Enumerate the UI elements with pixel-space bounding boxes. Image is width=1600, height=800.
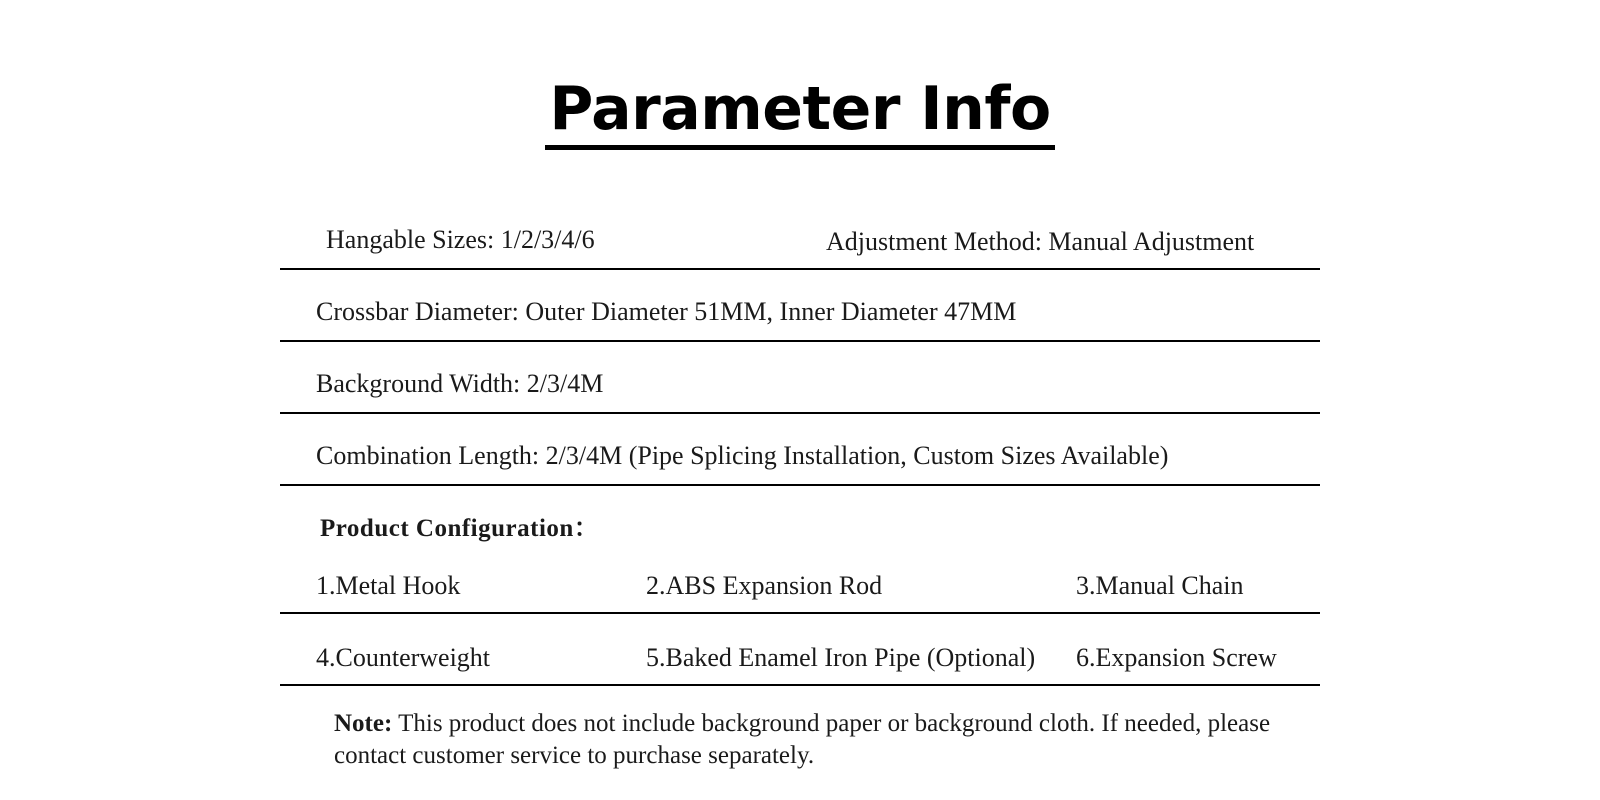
spec-row-crossbar-diameter [280,292,1320,342]
product-configuration-heading: Product Configuration： [320,515,600,543]
spec-row-background-width [280,364,1320,414]
page-title-container [0,0,1600,190]
config-item-counterweight: 4.Counterweight [316,643,491,673]
config-item-abs-expansion-rod: 2.ABS Expansion Rod [646,571,883,601]
spec-background-width: Background Width: 2/3/4M [316,369,604,399]
spec-adjustment-method: Adjustment Method: Manual Adjustment [826,227,1255,257]
configuration-row-1 [280,564,1320,614]
config-item-expansion-screw: 6.Expansion Screw [1076,643,1277,673]
spec-hangable-sizes: Hangable Sizes: 1/2/3/4/6 [326,225,595,255]
spec-row-combination-length [280,436,1320,486]
configuration-row-2 [280,636,1320,686]
spec-crossbar-diameter: Crossbar Diameter: Outer Diameter 51MM, Inner Diameter 47MM [316,297,1017,327]
spec-list [280,190,1320,686]
config-item-baked-enamel-iron-pipe: 5.Baked Enamel Iron Pipe (Optional) [646,643,1036,673]
page-title: Parameter Info [545,78,1054,150]
note-label: Note: [334,710,393,738]
config-item-manual-chain: 3.Manual Chain [1076,571,1244,601]
spec-row-hangable-sizes [280,220,1320,270]
note-text: This product does not include background paper or background cloth. If needed, please contact customer service to purchase separately. [334,710,1271,769]
config-item-metal-hook: 1.Metal Hook [316,571,461,601]
note-paragraph [300,708,1300,771]
spec-combination-length: Combination Length: 2/3/4M (Pipe Splicing Installation, Custom Sizes Available) [316,441,1169,471]
